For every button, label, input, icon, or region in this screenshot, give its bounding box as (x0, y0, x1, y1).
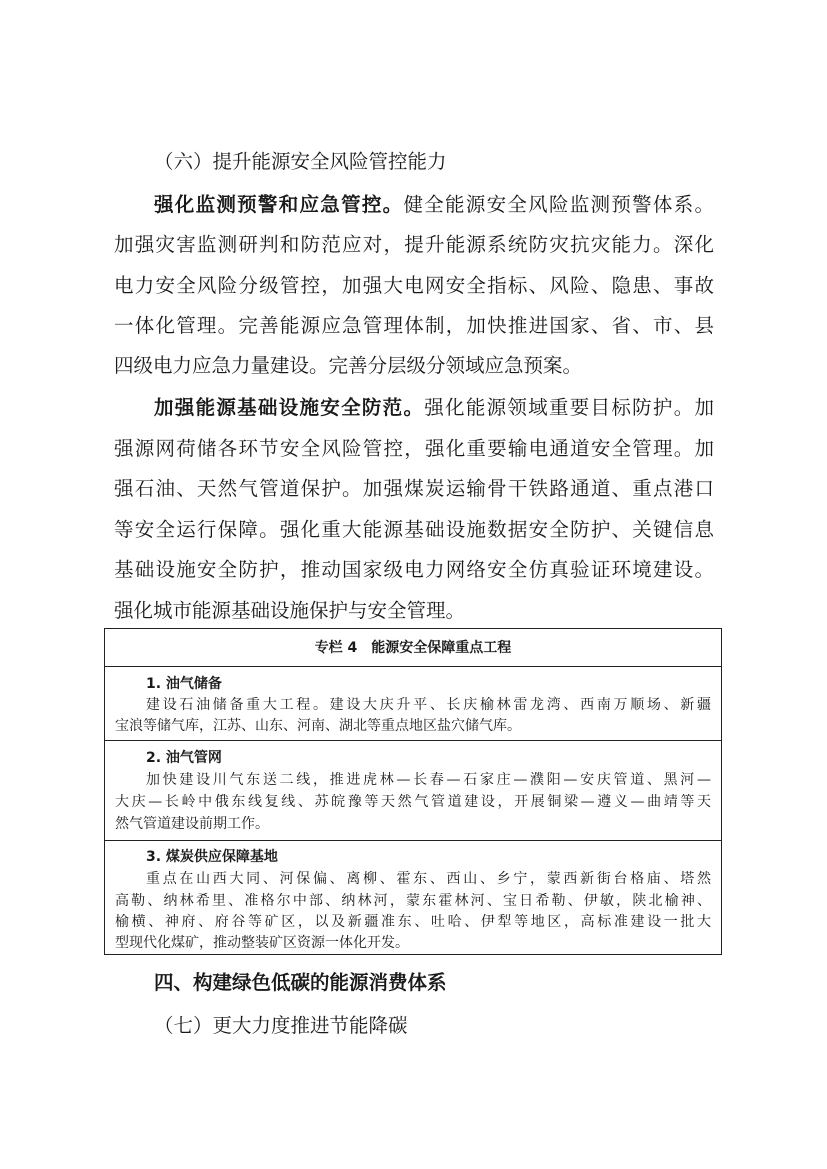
box-section-3-line-4: 型现代化煤矿，推动整装矿区资源一体化开发。 (115, 935, 409, 951)
paragraph-2-lead: 加强能源基础设施安全防范。 (154, 396, 425, 419)
paragraph-2-line-2: 强源网荷储各环节安全风险管控，强化重要输电通道安全管理。加 (114, 437, 714, 460)
box-section-coal-base (105, 841, 721, 954)
paragraph-2-line-4: 等安全运行保障。强化重大能源基础设施数据安全防护、关键信息 (114, 518, 714, 541)
paragraph-2-line-3: 强石油、天然气管道保护。加强煤炭运输骨干铁路通道、重点港口 (114, 477, 714, 500)
box-section-2-line-3: 然气管道建设前期工作。 (115, 816, 269, 832)
box-section-2-title: 2. 油气管网 (146, 750, 222, 766)
box-section-3-line-1: 重点在山西大同、河保偏、离柳、霍东、西山、乡宁，蒙西新街台格庙、塔然 (146, 871, 711, 887)
paragraph-1-line-3: 电力安全风险分级管控，加强大电网安全指标、风险、隐患、事故 (114, 274, 714, 297)
paragraph-1-line-1 (154, 193, 714, 217)
paragraph-1-lead: 强化监测预警和应急管控。 (154, 193, 404, 216)
box-section-oil-gas-pipeline (105, 741, 721, 841)
box-section-3-line-3: 榆横、神府、府谷等矿区，以及新疆准东、吐哈、伊犁等地区，高标准建设一批大 (115, 914, 711, 930)
column-box (104, 628, 722, 955)
box-section-1-line-1: 建设石油储备重大工程。建设大庆升平、长庆榆林雷龙湾、西南万顺场、新疆 (146, 697, 711, 713)
section-6-heading: （六）提升能源安全风险管控能力 (154, 150, 447, 173)
chapter-4-heading: 四、构建绿色低碳的能源消费体系 (154, 971, 447, 994)
column-box-title: 专栏 4 能源安全保障重点工程 (105, 629, 721, 667)
section-7-heading: （七）更大力度推进节能降碳 (154, 1014, 408, 1037)
paragraph-1-line-5: 四级电力应急力量建设。完善分层级分领域应急预案。 (114, 354, 583, 377)
paragraph-2-line-1-text: 强化能源领域重要目标防护。加 (424, 396, 714, 419)
box-section-2-line-1: 加快建设川气东送二线，推进虎林—长春—石家庄—濮阳—安庆管道、黑河— (146, 772, 711, 788)
paragraph-1-line-1-text: 健全能源安全风险监测预警体系。 (403, 193, 714, 216)
box-section-1-title: 1. 油气储备 (146, 676, 222, 692)
box-section-3-line-2: 高勒、纳林希里、准格尔中部、纳林河，蒙东霍林河、宝日希勒、伊敏，陕北榆神、 (115, 893, 711, 909)
box-section-oil-gas-reserve (105, 667, 721, 741)
paragraph-2-line-1 (154, 396, 714, 420)
box-section-1-line-2: 宝浪等储气库，江苏、山东、河南、湖北等重点地区盐穴储气库。 (115, 718, 521, 734)
paragraph-1-line-2: 加强灾害监测研判和防范应对，提升能源系统防灾抗灾能力。深化 (114, 233, 714, 256)
paragraph-2-line-6: 强化城市能源基础设施保护与安全管理。 (114, 599, 466, 622)
paragraph-1-line-4: 一体化管理。完善能源应急管理体制，加快推进国家、省、市、县 (114, 314, 714, 337)
paragraph-2-line-5: 基础设施安全防护，推动国家级电力网络安全仿真验证环境建设。 (114, 558, 714, 581)
box-section-2-line-2: 大庆—长岭中俄东线复线、苏皖豫等天然气管道建设，开展铜梁—遵义—曲靖等天 (115, 794, 711, 810)
box-section-3-title: 3. 煤炭供应保障基地 (146, 849, 278, 865)
